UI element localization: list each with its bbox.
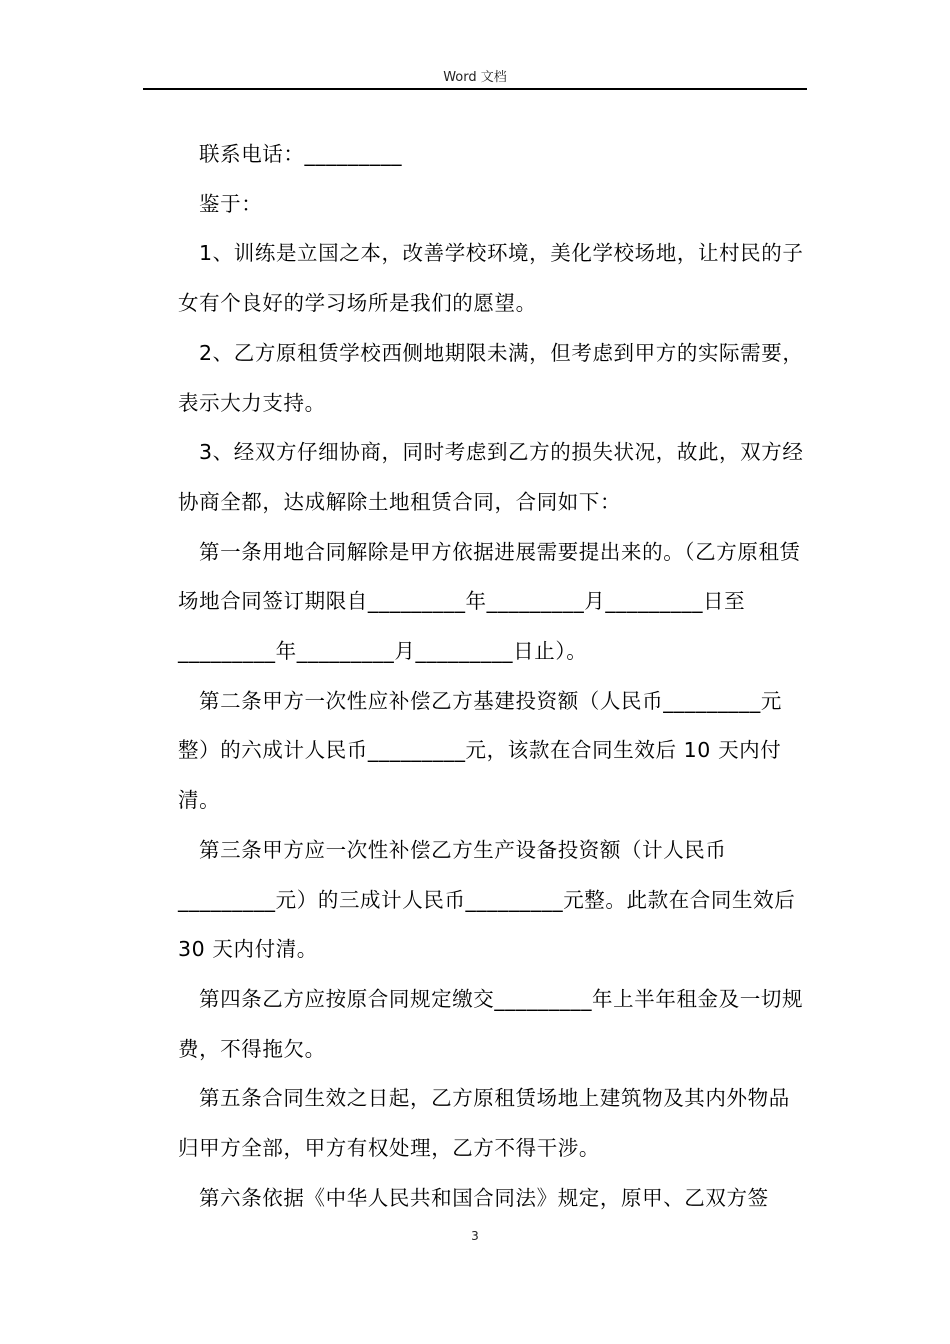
paragraph-recital-3: 3、经双方仔细协商，同时考虑到乙方的损失状况，故此，双方经协商全都，达成解除土地租赁合同，合同如下： <box>178 440 804 514</box>
paragraph-article-5: 第五条合同生效之日起，乙方原租赁场地上建筑物及其内外物品归甲方全部，甲方有权处理，乙方不得干涉。 <box>178 1086 790 1161</box>
paragraph-recital-2: 2、乙方原租赁学校西侧地期限未满，但考虑到甲方的实际需要，表示大力支持。 <box>178 340 804 415</box>
paragraph-article-6: 第六条依据《中华人民共和国合同法》规定，原甲、乙双方签 <box>199 1185 769 1210</box>
paragraph-article-3: 第三条甲方应一次性补偿乙方生产设备投资额（计人民币_________元）的三成计人民币_________元整。此款在合同生效后 30 天内付清。 <box>178 837 796 962</box>
header-divider <box>143 88 807 90</box>
paragraph-article-2: 第二条甲方一次性应补偿乙方基建投资额（人民币_________元整）的六成计人民币_________元，该款在合同生效后 10 天内付清。 <box>178 688 782 813</box>
page-header: Word 文档 <box>443 70 507 85</box>
page-number: 3 <box>471 1229 479 1243</box>
paragraph-article-4: 第四条乙方应按原合同规定缴交_________年上半年租金及一切规费，不得拖欠。 <box>178 986 804 1061</box>
paragraph-recital-1: 1、训练是立国之本，改善学校环境，美化学校场地，让村民的子女有个良好的学习场所是我们的愿望。 <box>178 241 804 316</box>
paragraph-article-1: 第一条用地合同解除是甲方依据进展需要提出来的。（乙方原租赁场地合同签订期限自_________年_________月_________日至_________年_________月_________日止）。 <box>178 539 801 664</box>
paragraph-whereas: 鉴于： <box>199 191 263 216</box>
document-body <box>178 130 804 1223</box>
paragraph-contact-phone: 联系电话：_________ <box>199 142 403 166</box>
